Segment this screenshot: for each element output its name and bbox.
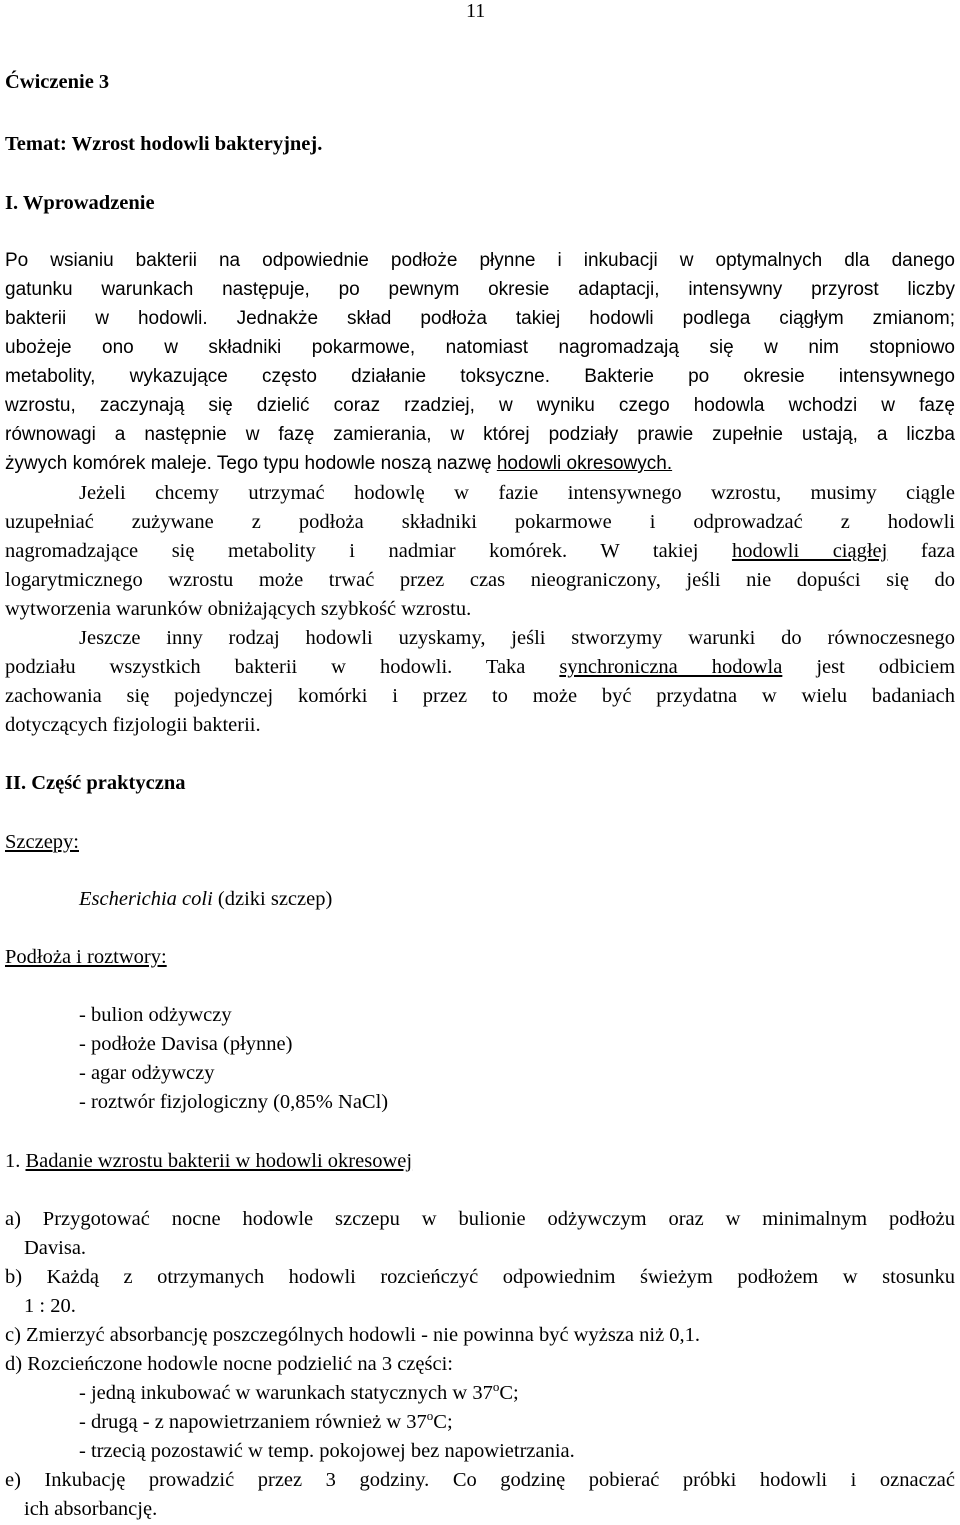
- section-practical-heading: II. Część praktyczna: [5, 772, 186, 794]
- para2-line-3-c: faza: [920, 540, 955, 562]
- step-d-line-3-a: - drugą - z napowietrzaniem również w 37: [79, 1411, 427, 1433]
- intro-line-5: [5, 365, 955, 389]
- media-item: - podłoże Davisa (płynne): [79, 1033, 293, 1055]
- degree-mark: o: [492, 1379, 500, 1395]
- page-number: 11: [466, 0, 486, 22]
- intro-line-5-a: metabolity, wykazujące często działanie toksyczne.: [5, 366, 551, 387]
- para2-line-5: wytworzenia warunków obniżających szybkość wzrostu.: [5, 598, 472, 620]
- step-d-line-2-a: - jedną inkubować w warunkach statycznych w 37: [79, 1382, 493, 1404]
- para3-line-2: [5, 655, 955, 679]
- para2-line-1: Jeżeli chcemy utrzymać hodowlę w fazie intensywnego wzrostu, musimy ciągle: [79, 482, 955, 504]
- media-item: - agar odżywczy: [79, 1062, 215, 1084]
- step-b-line-1: b) Każdą z otrzymanych hodowli rozcieńczyć odpowiednim świeżym podłożem w stosunku: [5, 1266, 955, 1288]
- intro-line-3: [5, 307, 955, 331]
- intro-line-2: gatunku warunkach następuje, po pewnym okresie adaptacji, intensywny przyrost liczby: [5, 279, 955, 300]
- intro-line-3-b: Jednakże skład podłoża takiej hodowli podlega ciągłym zmianom;: [236, 308, 956, 329]
- intro-line-8: [5, 452, 955, 476]
- step-d-line-3-b: C;: [433, 1411, 453, 1433]
- step-d-line-1: d) Rozcieńczone hodowle nocne podzielić na 3 części:: [5, 1353, 453, 1375]
- exercise-title: Ćwiczenie 3: [5, 71, 110, 93]
- intro-line-4: ubożeje ono w składniki pokarmowe, natomiast nagromadzają się w nim stopniowo: [5, 337, 955, 358]
- para3-line-2-c: jest odbiciem: [816, 656, 956, 678]
- topic-heading: Temat: Wzrost hodowli bakteryjnej.: [5, 133, 323, 155]
- step-a-line-2: Davisa.: [24, 1237, 87, 1259]
- degree-mark: o: [426, 1408, 434, 1424]
- step-b-line-2: 1 : 20.: [24, 1295, 76, 1317]
- para2-line-2: uzupełniać zużywane z podłoża składniki pokarmowe i odprowadzać z hodowli: [5, 511, 955, 533]
- strain-note: (dziki szczep): [212, 888, 333, 910]
- intro-line-7: równowagi a następnie w fazę zamierania, w której podziały prawie zupełnie ustają, a liczba: [5, 424, 955, 445]
- term-batch-culture: hodowli okresowych.: [496, 453, 673, 474]
- para3-line-4: dotyczących fizjologii bakterii.: [5, 714, 261, 736]
- step-a-line-1: a) Przygotować nocne hodowle szczepu w bulionie odżywczym oraz w minimalnym podłożu: [5, 1208, 955, 1230]
- task-1-number: 1.: [5, 1150, 21, 1172]
- para2-line-3: [5, 539, 955, 563]
- step-c-line-1: c) Zmierzyć absorbancję poszczególnych hodowli - nie powinna być wyższa niż 0,1.: [5, 1324, 701, 1346]
- step-d-line-3: [79, 1410, 955, 1434]
- section-introduction-heading: I. Wprowadzenie: [5, 192, 155, 214]
- para2-line-4: logarytmicznego wzrostu może trwać przez czas nieograniczony, jeśli nie dopuści się do: [5, 569, 955, 591]
- term-continuous-culture: hodowli ciągłej: [731, 540, 888, 562]
- para3-line-3: zachowania się pojedynczej komórki i przez to może być przydatna w wielu badaniach: [5, 685, 955, 707]
- media-item: - bulion odżywczy: [79, 1004, 232, 1026]
- intro-line-8-b: Tego typu hodowle noszą nazwę: [216, 453, 492, 474]
- step-e-line-1: e) Inkubację prowadzić przez 3 godziny. Co godzinę pobierać próbki hodowli i oznaczać: [5, 1469, 955, 1491]
- step-d-line-2-b: C;: [499, 1382, 519, 1404]
- para3-line-1: Jeszcze inny rodzaj hodowli uzyskamy, jeśli stworzymy warunki do równoczesnego: [79, 627, 955, 649]
- term-synchronous-culture: synchroniczna hodowla: [559, 656, 783, 678]
- intro-line-1: Po wsianiu bakterii na odpowiednie podłoże płynne i inkubacji w optymalnych dla danego: [5, 250, 955, 271]
- step-e-line-2: ich absorbancję.: [24, 1498, 158, 1520]
- strain-name: Escherichia coli: [79, 888, 213, 910]
- strains-label: Szczepy:: [5, 831, 79, 853]
- intro-line-5-b: Bakterie po okresie intensywnego: [584, 366, 955, 387]
- task-1-heading: [5, 1149, 955, 1173]
- strain-entry: [79, 887, 955, 911]
- intro-line-6: wzrostu, zaczynają się dzielić coraz rzadziej, w wyniku czego hodowla wchodzi w fazę: [5, 395, 955, 416]
- para2-line-3-a: nagromadzające się metabolity i nadmiar komórek. W takiej: [5, 540, 699, 562]
- para3-line-2-a: podziału wszystkich bakterii w hodowli. Taka: [5, 656, 526, 678]
- intro-line-3-a: bakterii w hodowli.: [5, 308, 208, 329]
- intro-line-8-a: żywych komórek maleje.: [5, 453, 212, 474]
- media-item: - roztwór fizjologiczny (0,85% NaCl): [79, 1091, 389, 1113]
- step-d-line-2: [79, 1381, 955, 1405]
- step-d-line-4: - trzecią pozostawić w temp. pokojowej bez napowietrzania.: [79, 1440, 575, 1462]
- media-label: Podłoża i roztwory:: [5, 946, 167, 968]
- task-1-title: Badanie wzrostu bakterii w hodowli okresowej: [25, 1150, 413, 1172]
